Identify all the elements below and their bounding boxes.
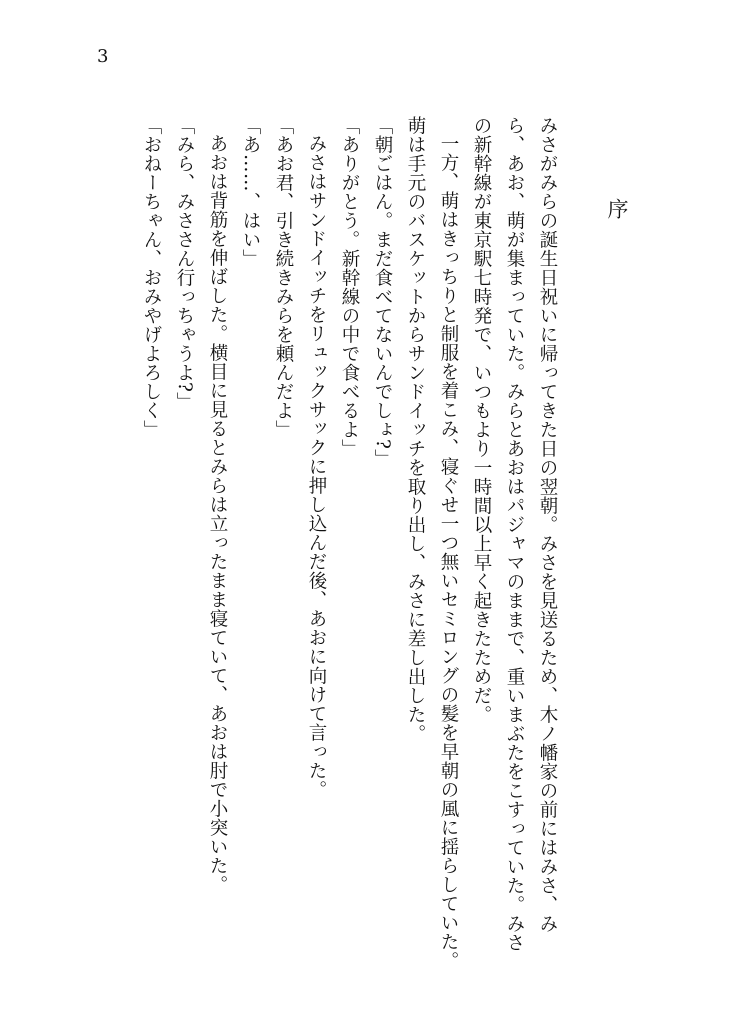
dialogue-line: 「みら、みささん行っちゃうよ?」 <box>174 116 195 412</box>
dialogue-line: 「あお君、引き続きみらを頼んだよ」 <box>273 116 294 439</box>
dialogue-line: 「おねーちゃん、おみやげよろしく」 <box>141 116 162 439</box>
dialogue-line: 「あ……、はい」 <box>240 116 261 268</box>
text-line: ら、あお、萌が集まっていた。みらとあおはパジャマのままで、重いまぶたをこすっていた。みさ <box>504 116 525 952</box>
text-line: みさがみらの誕生日祝いに帰ってきた日の翌朝。みさを見送るため、木ノ幡家の前にはみさ、み <box>537 116 558 933</box>
body-text <box>135 116 564 970</box>
dialogue-line: 「ありがとう。新幹線の中で食べるよ」 <box>339 116 360 458</box>
text-line: の新幹線が東京駅七時発で、いつもより一時間以上早く起きたためだ。 <box>471 116 492 724</box>
text-line: みさはサンドイッチをリュックサックに押し込んだ後、あおに向けて言った。 <box>306 134 327 799</box>
dialogue-line: 「朝ごはん。まだ食べてないんでしょ?」 <box>372 116 393 469</box>
chapter-title: 序 <box>605 198 629 219</box>
text-line: 萌は手元のバスケットからサンドイッチを取り出し、みさに差し出した。 <box>405 116 426 743</box>
text-line: あおは背筋を伸ばした。横目に見るとみらは立ったまま寝ていて、あおは肘で小突いた。 <box>207 134 228 894</box>
page-number: 3 <box>97 46 109 67</box>
text-line: 一方、萌はきっちりと制服を着こみ、寝ぐせ一つ無いセミロングの髪を早朝の風に揺らしていた。 <box>438 134 459 970</box>
